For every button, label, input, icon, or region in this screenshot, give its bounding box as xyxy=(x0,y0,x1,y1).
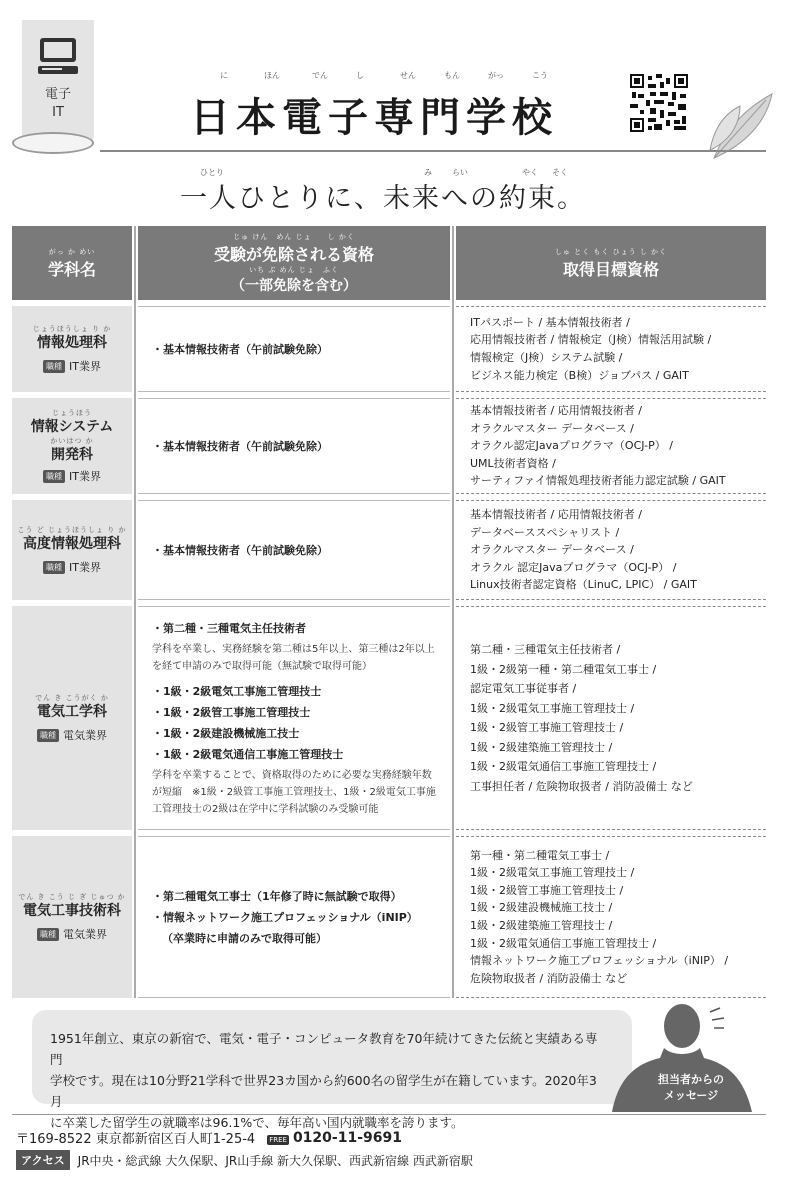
school-name-ruby: に ほん でん し せん もん がっ こう xyxy=(220,71,548,80)
slogan: 一人ひとりに、未来への約束。 xyxy=(180,183,586,214)
dept-name: 情報システム xyxy=(30,419,114,435)
category-tab xyxy=(12,20,94,152)
exempt-cell: ・基本情報技術者（午前試験免除） xyxy=(138,500,450,600)
category-label: 電子 IT xyxy=(44,87,71,120)
column-divider xyxy=(134,226,136,998)
sector-tag: 職種 xyxy=(37,729,59,742)
sector-name: 電気業界 xyxy=(63,729,107,742)
dept-cell: こう ど じょうほうしょ り か 高度情報処理科 職種 IT業界 xyxy=(12,500,132,600)
table-row xyxy=(12,836,766,998)
computer-icon xyxy=(36,36,80,78)
address-line xyxy=(16,1128,402,1147)
column-divider xyxy=(452,226,454,998)
table-row xyxy=(12,306,766,392)
exempt-cell: ・第二種電気工事士（1年修了時に無試験で取得） ・情報ネットワーク施工プロフェッショナル（iNIP） （卒業時に申請のみで取得可能） xyxy=(138,836,450,998)
sector-tag: 職種 xyxy=(43,561,65,574)
dept-cell: でん き こうがく か 電気工学科 職種 電気業界 xyxy=(12,606,132,830)
dept-name-line2: 開発科 xyxy=(51,447,93,463)
dept-cell: でん き こう じ ぎ じゅつ か 電気工事技術科 職種 電気業界 xyxy=(12,836,132,998)
exempt-cell: ・基本情報技術者（午前試験免除） xyxy=(138,398,450,494)
dept-cell: じょうほう 情報システム かいはつ か 開発科 職種 IT業界 xyxy=(12,398,132,494)
footer-divider xyxy=(12,1114,766,1115)
table-row xyxy=(12,500,766,600)
sector-name: 電気業界 xyxy=(63,928,107,941)
table-row xyxy=(12,398,766,494)
dept-name: 情報処理科 xyxy=(37,335,107,351)
address: 〒169-8522 東京都新宿区百人町1-25-4 xyxy=(16,1132,256,1147)
sector-tag: 職種 xyxy=(43,470,65,483)
sector-tag: 職種 xyxy=(37,928,59,941)
sector-tag: 職種 xyxy=(43,360,65,373)
exempt-cell: ・第二種・三種電気主任技術者 学科を卒業し、実務経験を第二種は5年以上、第三種は2年以上を経て申請のみで取得可能（無試験で取得可能） ・1級・2級電気工事施工管理技士 ・1級・2級管工事施工管理技士 ・1級・2級建設機械施工技士 ・1級・2級電気通信工事施工管理技士 学科を卒業することで、資格取得のために必要な実務経験年数が短縮 ※1級・2級管工事施工管理技士、1級・2級電気工事施工管理技士の2級は在学中に学科試験のみ受験可能 xyxy=(138,606,450,830)
exempt-cell: ・基本情報技術者（午前試験免除） xyxy=(138,306,450,392)
sector-name: IT業界 xyxy=(69,360,101,373)
table-row xyxy=(12,606,766,830)
target-cell: 第二種・三種電気主任技術者 / 1級・2級第一種・第二種電気工事士 / 認定電気工事従事者 / 1級・2級電気工事施工管理技士 / 1級・2級管工事施工管理技士 / 1級・2級建築施工管理技士 / 1級・2級電気通信工事施工管理技士 / 工事担任者 / 危険物取扱者 / 消防設備士 など xyxy=(456,606,766,830)
header-target: しゅ とく もく ひょう し かく 取得目標資格 xyxy=(456,226,766,300)
free-dial-icon: FREE xyxy=(269,1135,287,1144)
target-cell: 基本情報技術者 / 応用情報技術者 / データベーススペシャリスト / オラクルマスター データベース / オラクル 認定Javaプログラマ（OCJ-P） / Linux技術者認定資格（LinuC, LPIC） / GAIT xyxy=(456,500,766,600)
target-cell: 第一種・第二種電気工事士 / 1級・2級電気工事施工管理技士 / 1級・2級管工事施工管理技士 / 1級・2級建設機械施工技士 / 1級・2級建築施工管理技士 / 1級・2級電気通信工事施工管理技士 / 情報ネットワーク施工プロフェッショナル（iNIP） / 危険物取扱者 / 消防設備士 など xyxy=(456,836,766,998)
access-info: JR中央・総武線 大久保駅、JR山手線 新大久保駅、西武新宿線 西武新宿駅 xyxy=(77,1153,473,1168)
dept-name: 電気工学科 xyxy=(37,704,107,720)
message-text: 1951年創立、東京の新宿で、電気・電子・コンピュータ教育を70年続けてきた伝統と実績ある専門 学校です。現在は10分野21学科で世界23カ国から約600名の留学生が在籍しています。2020年3月 に卒業した留学生の就職率は96.1%で、毎年高い国内就職率を誇ります。 xyxy=(50,1031,598,1130)
dept-cell: じょうほうしょ り か 情報処理科 職種 IT業界 xyxy=(12,306,132,392)
header-exempt: じゅ けん めん じょ し かく 受験が免除される資格 いち ぶ めん じょ ふく （一部免除を含む） xyxy=(138,226,450,300)
message-caption: 担当者からの メッセージ xyxy=(658,1073,724,1102)
qr-code[interactable] xyxy=(630,74,688,132)
header-divider xyxy=(100,150,766,152)
sector-name: IT業界 xyxy=(69,470,101,483)
header-dept: がっ か めい 学科名 xyxy=(12,226,132,300)
target-cell: ITパスポート / 基本情報技術者 / 応用情報技術者 / 情報検定（J検）情報活用試験 / 情報検定（J検）システム試験 / ビジネス能力検定（B検）ジョブパス / GAIT xyxy=(456,306,766,392)
dept-name: 高度情報処理科 xyxy=(23,536,121,552)
access-line xyxy=(16,1150,473,1170)
dept-name: 電気工事技術科 xyxy=(23,903,121,919)
phone-number[interactable]: 0120-11-9691 xyxy=(292,1129,402,1146)
target-cell: 基本情報技術者 / 応用情報技術者 / オラクルマスター データベース / オラクル認定Javaプログラマ（OCJ-P） / UML技術者資格 / サーティファイ情報処理技術者能力認定試験 / GAIT xyxy=(456,398,766,494)
school-name: 日本電子専門学校 xyxy=(190,95,558,141)
access-tag: アクセス xyxy=(16,1150,70,1170)
sector-name: IT業界 xyxy=(69,561,101,574)
